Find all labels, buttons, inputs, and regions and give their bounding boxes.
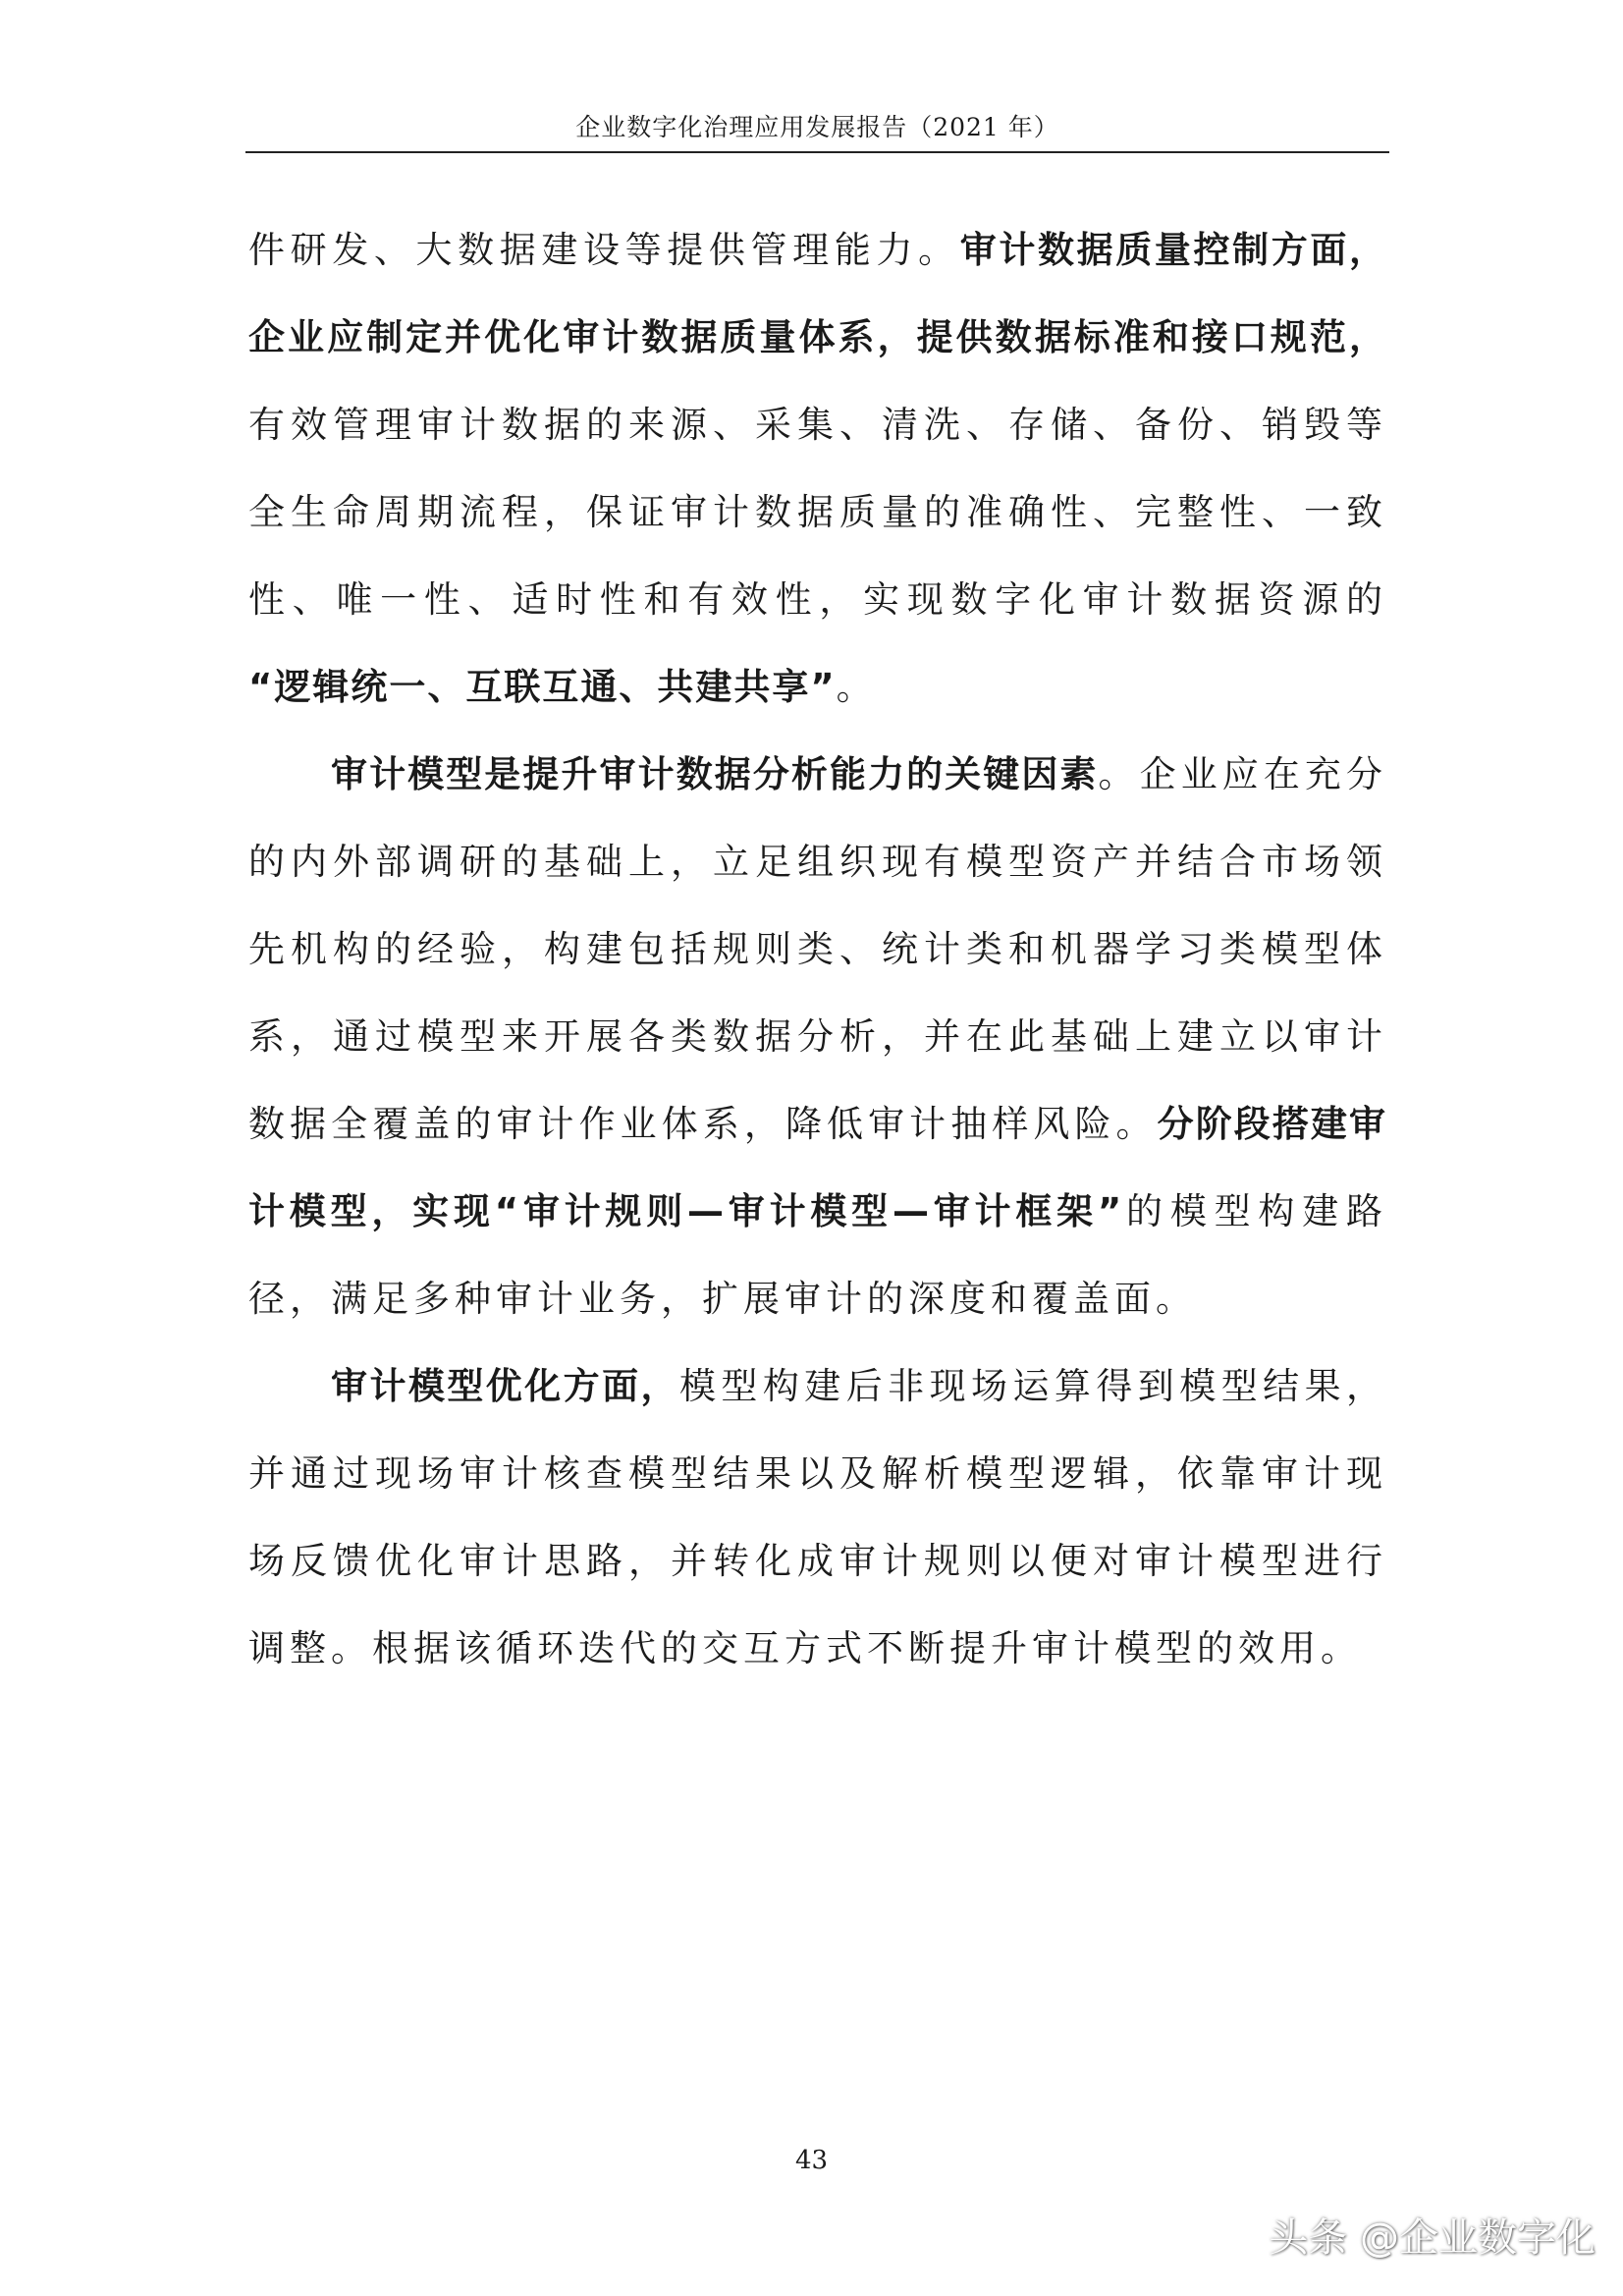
paragraph-3 [248, 1342, 1387, 1692]
paragraph-1-bold-segment: “逻辑统一、互联互通、共建共享” [248, 666, 837, 708]
paragraph-2-segment: 的模型构建路径，满足多种审计业务，扩展审计的深度和覆盖面。 [248, 1190, 1387, 1320]
paragraph-2 [248, 731, 1387, 1342]
paragraph-1-bold-segment: 审计数据质量控制方面，企业应制定并优化审计数据质量体系，提供数据标准和接口规范， [248, 229, 1387, 358]
paragraph-1 [248, 206, 1387, 731]
paragraph-1-segment: 有效管理审计数据的来源、采集、清洗、存储、备份、销毁等全生命周期流程，保证审计数据质量的准确性、完整性、一致性、唯一性、适时性和有效性，实现数字化审计数据资源的 [248, 404, 1387, 621]
page-number: 43 [794, 2146, 829, 2175]
paragraph-2-bold-segment: 分阶段搭建审计模型，实现“审计规则—审计模型—审计框架” [248, 1103, 1388, 1232]
paragraph-2-segment: 。企业应在充分的内外部调研的基础上，立足组织现有模型资产并结合市场领先机构的经验，构建包括规则类、统计类和机器学习类模型体系，通过模型来开展各类数据分析，并在此基础上建立以审计数据全覆盖的审计作业体系，降低审计抽样风险。 [248, 753, 1388, 1145]
header-title: 企业数字化治理应用发展报告（2021 年） [575, 113, 1059, 141]
paragraph-3-bold-segment: 审计模型优化方面， [331, 1365, 679, 1407]
page-header [245, 108, 1389, 153]
watermark: 头条 @企业数字化 [1269, 2215, 1596, 2261]
body-content [248, 206, 1387, 1692]
paragraph-1-segment: 件研发、大数据建设等提供管理能力。 [248, 229, 960, 271]
paragraph-3-segment: 模型构建后非现场运算得到模型结果，并通过现场审计核查模型结果以及解析模型逻辑，依靠审计现场反馈优化审计思路，并转化成审计规则以便对审计模型进行调整。根据该循环迭代的交互方式不断提升审计模型的效用。 [248, 1365, 1388, 1669]
paragraph-1-segment: 。 [836, 666, 878, 708]
paragraph-2-bold-segment: 审计模型是提升审计数据分析能力的关键因素 [331, 753, 1099, 795]
